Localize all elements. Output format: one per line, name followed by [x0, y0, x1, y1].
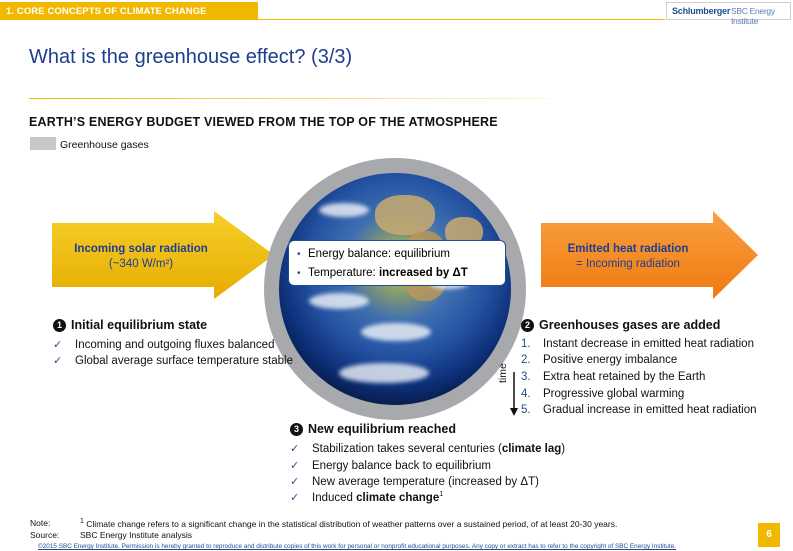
company-logo — [666, 2, 791, 26]
list-item — [521, 338, 754, 350]
list-item — [290, 491, 443, 504]
checkmark-icon: ✓ — [53, 355, 63, 367]
checkmark-icon: ✓ — [290, 476, 300, 488]
climate-change-term: climate change — [356, 492, 440, 504]
callout-row — [297, 264, 497, 283]
source-label: Source: — [30, 530, 60, 540]
callout-temperature-label: Temperature: — [308, 267, 379, 279]
diagram-subtitle: EARTH’S ENERGY BUDGET VIEWED FROM THE TOP OF THE ATMOSPHERE — [29, 115, 498, 129]
number-2-icon: 2 — [521, 319, 534, 332]
note-label: Note: — [30, 518, 51, 528]
time-arrow-icon — [509, 372, 519, 416]
source-text: SBC Energy Institute analysis — [80, 530, 192, 540]
list-item-text: New average temperature (increased by ΔT) — [312, 476, 539, 488]
footnote-marker: 1 — [80, 518, 84, 525]
copyright-link[interactable]: ©2015 SBC Energy Institute. Permission is hereby granted to reproduce and distribute copies of this work for personal or nonprofit educational purposes. Any copy or extract has to refer to the copyright of SBC Energy Institute. — [38, 543, 677, 550]
emitted-arrow-label — [548, 242, 708, 272]
section-1-title: Initial equilibrium state — [71, 318, 208, 332]
list-item — [53, 338, 274, 351]
emitted-arrow-title: Emitted heat radiation — [567, 243, 689, 255]
list-number: 1. — [521, 338, 531, 350]
callout-row — [297, 245, 497, 264]
list-item-text: Stabilization takes several centuries ( — [312, 443, 502, 455]
section-2-title: Greenhouses gases are added — [539, 318, 721, 332]
bullet-icon: • — [297, 249, 301, 260]
legend-label: Greenhouse gases — [60, 139, 149, 151]
legend-swatch-greenhouse-gases — [30, 137, 56, 150]
list-item-text: Positive energy imbalance — [543, 354, 678, 366]
header-bar — [0, 0, 793, 26]
list-item-text: Gradual increase in emitted heat radiation — [543, 404, 757, 416]
list-number: 3. — [521, 371, 531, 383]
list-item — [521, 404, 757, 416]
list-item-text: Instant decrease in emitted heat radiation — [543, 338, 754, 350]
incoming-arrow-title: Incoming solar radiation — [74, 243, 208, 255]
cloud — [319, 203, 369, 217]
section-3-heading — [290, 422, 456, 436]
callout-energy-balance: Energy balance: equilibrium — [308, 248, 450, 260]
list-item — [521, 371, 705, 383]
emitted-arrow-value: = Incoming radiation — [576, 258, 680, 270]
note-text — [80, 518, 617, 529]
list-number: 2. — [521, 354, 531, 366]
logo-company-text: Schlumberger — [672, 6, 731, 16]
section-tab: 1. CORE CONCEPTS OF CLIMATE CHANGE — [0, 2, 258, 20]
list-number: 5. — [521, 404, 531, 416]
logo-institute-text: SBC Energy Institute — [731, 6, 775, 26]
list-item-text: Energy balance back to equilibrium — [312, 460, 491, 472]
section-1-heading — [53, 318, 207, 332]
checkmark-icon: ✓ — [290, 460, 300, 472]
list-item — [521, 388, 684, 400]
checkmark-icon: ✓ — [53, 339, 63, 351]
cloud — [361, 323, 431, 341]
number-1-icon: 1 — [53, 319, 66, 332]
cloud — [309, 293, 369, 309]
list-item-text: Induced — [312, 492, 357, 504]
list-item — [53, 354, 293, 367]
section-3-title: New equilibrium reached — [308, 422, 456, 436]
page-number: 6 — [758, 523, 780, 547]
incoming-arrow-label — [56, 242, 226, 272]
time-axis-label: time — [497, 363, 509, 383]
callout-temperature-value: increased by ΔT — [378, 267, 468, 279]
header-rule — [258, 19, 665, 20]
list-number: 4. — [521, 388, 531, 400]
earth-globe-with-greenhouse-layer — [264, 158, 526, 420]
list-item — [521, 354, 677, 366]
list-item — [290, 459, 491, 472]
checkmark-icon: ✓ — [290, 443, 300, 455]
cloud — [339, 363, 429, 383]
checkmark-icon: ✓ — [290, 492, 300, 504]
incoming-arrow-value: (~340 W/m²) — [108, 258, 174, 270]
list-item-text: ) — [561, 443, 566, 455]
title-divider — [29, 98, 549, 99]
energy-balance-callout — [288, 240, 506, 286]
list-item-text: Global average surface temperature stable — [75, 355, 293, 367]
number-3-icon: 3 — [290, 423, 303, 436]
climate-lag-term: climate lag — [501, 443, 562, 455]
land-mass — [375, 195, 435, 235]
list-item — [290, 475, 539, 488]
list-item-text: Extra heat retained by the Earth — [543, 371, 706, 383]
list-item-text: Progressive global warming — [543, 388, 685, 400]
bullet-icon: • — [297, 268, 301, 279]
list-item-text: Incoming and outgoing fluxes balanced — [75, 339, 275, 351]
list-item — [290, 442, 565, 455]
earth-image — [279, 173, 511, 405]
note-body: Climate change refers to a significant change in the statistical distribution of weather patterns over a sustained period, of at least 20-30 years. — [86, 518, 618, 529]
footnote-marker: 1 — [439, 491, 444, 499]
page-title: What is the greenhouse effect? (3/3) — [29, 46, 353, 68]
section-2-heading — [521, 318, 720, 332]
